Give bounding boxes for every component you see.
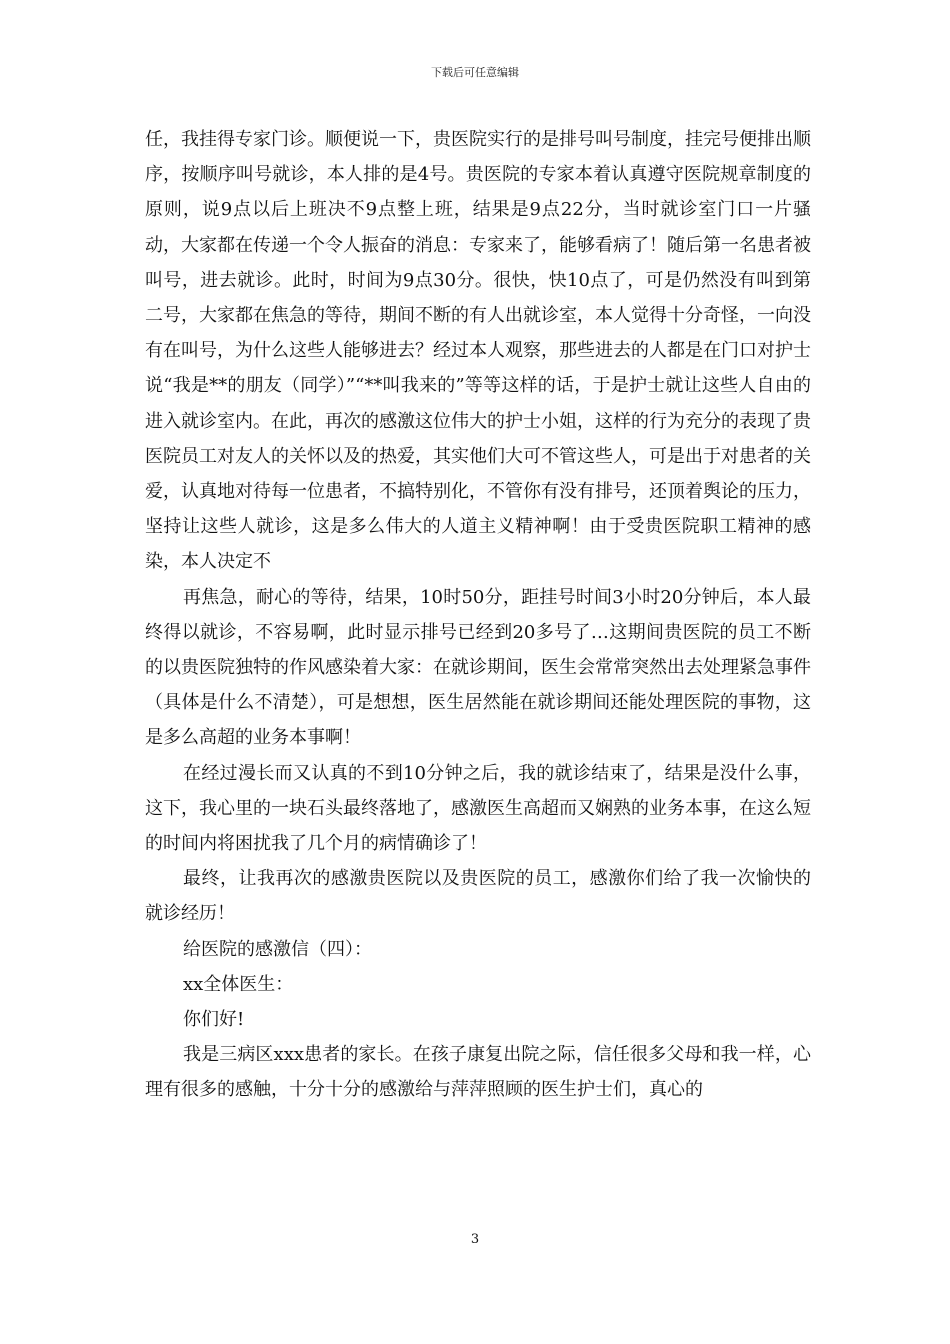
page-header: 下载后可任意编辑 <box>431 66 519 79</box>
paragraph-1: 任，我挂得专家门诊。顺便说一下，贵医院实行的是排号叫号制度，挂完号便排出顺序，按顺序叫号就诊，本人排的是4号。贵医院的专家本着认真遵守医院规章制度的原则，说9点以后上班决不9点整上班，结果是9点22分，当时就诊室门口一片骚动，大家都在传递一个令人振奋的消息：专家来了，能够看病了！随后第一名患者被叫号，进去就诊。此时，时间为9点30分。很快，快10点了，可是仍然没有叫到第二号，大家都在焦急的等待，期间不断的有人出就诊室，本人觉得十分奇怪，一向没有在叫号，为什么这些人能够进去？经过本人观察，那些进去的人都是在门口对护士说“我是**的朋友（同学）”“**叫我来的”等等这样的话，于是护士就让这些人自由的进入就诊室内。在此，再次的感激这位伟大的护士小姐，这样的行为充分的表现了贵医院员工对友人的关怀以及的热爱，其实他们大可不管这些人，可是出于对患者的关爱，认真地对待每一位患者，不搞特别化，不管你有没有排号，还顶着舆论的压力，坚持让这些人就诊，这是多么伟大的人道主义精神啊！由于受贵医院职工精神的感染，本人决定不 <box>145 129 811 573</box>
paragraph-5: 我是三病区xxx患者的家长。在孩子康复出院之际，信任很多父母和我一样，心理有很多的感触，十分十分的感激给与萍萍照顾的医生护士们，真心的 <box>145 1044 811 1101</box>
letter-salutation: xx全体医生： <box>183 973 294 995</box>
letter-greeting: 你们好! <box>183 1009 245 1031</box>
page-number: 3 <box>470 1232 480 1247</box>
paragraph-2: 再焦急，耐心的等待，结果，10时50分，距挂号时间3小时20分钟后，本人最终得以就诊，不容易啊，此时显示排号已经到20多号了…这期间贵医院的员工不断的以贵医院独特的作风感染着大家：在就诊期间，医生会常常突然出去处理紧急事件（具体是什么不清楚），可是想想，医生居然能在就诊期间还能处理医院的事物，这是多么高超的业务本事啊！ <box>145 586 811 749</box>
paragraph-3: 在经过漫长而又认真的不到10分钟之后，我的就诊结束了，结果是没什么事，这下，我心里的一块石头最终落地了，感激医生高超而又娴熟的业务本事，在这么短的时间内将困扰我了几个月的病情确诊了！ <box>145 762 811 855</box>
document-body <box>145 122 811 1108</box>
paragraph-4: 最终，让我再次的感激贵医院以及贵医院的员工，感激你们给了我一次愉快的就诊经历！ <box>145 868 811 925</box>
letter-heading: 给医院的感激信（四）： <box>183 938 372 960</box>
